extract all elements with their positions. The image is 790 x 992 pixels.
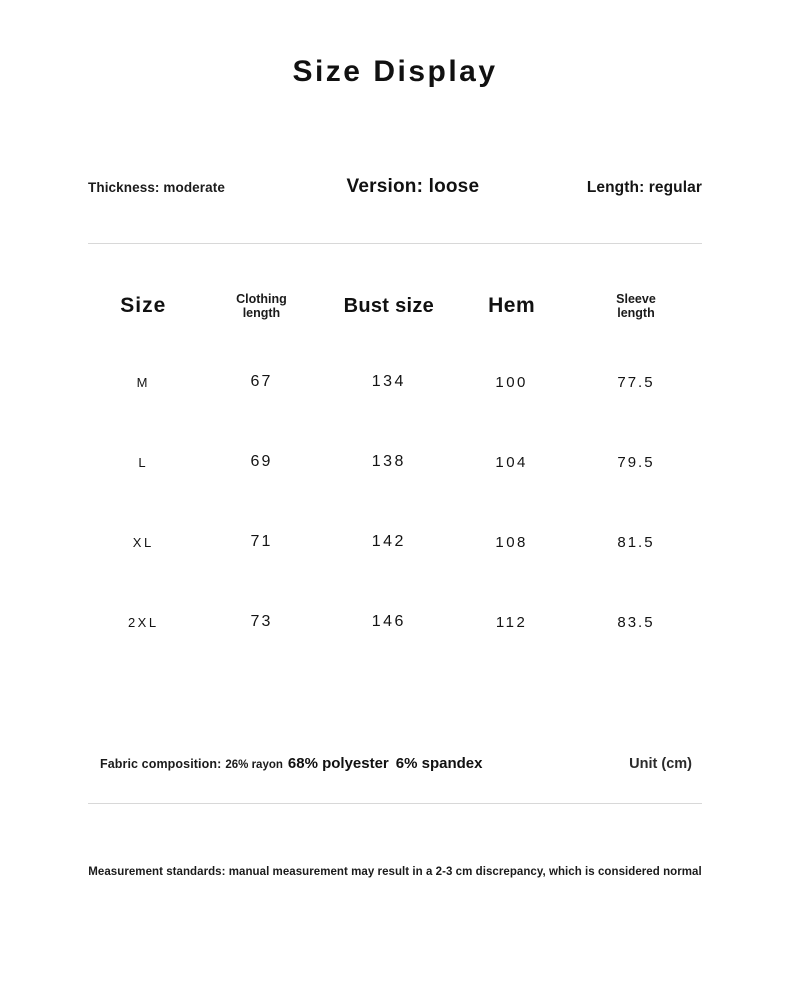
attribute-row [88, 176, 702, 198]
page-title: Size Display [292, 55, 498, 88]
table-row [88, 502, 702, 582]
cell-hem: 112 [495, 613, 528, 631]
cell-sleeve-length: 79.5 [617, 453, 655, 471]
divider-bottom [88, 803, 702, 804]
column-header-sleeve-length-line1: Sleeve [616, 291, 656, 306]
measurement-note: Measurement standards: manual measurement may result in a 2-3 cm discrepancy, which is considered normal [88, 866, 702, 878]
cell-sleeve-length: 77.5 [617, 373, 655, 391]
cell-bust-size: 134 [371, 373, 406, 390]
column-header-clothing-length-line2: length [242, 306, 281, 320]
column-header-sleeve-length-line2: length [617, 306, 655, 320]
cell-size: L [138, 454, 149, 470]
column-header-hem: Hem [488, 294, 536, 317]
column-header-sleeve-length [570, 292, 702, 321]
cell-sleeve-length: 81.5 [617, 533, 655, 551]
table-row [88, 342, 702, 422]
cell-clothing-length: 71 [250, 533, 273, 550]
attribute-version: Version: loose [346, 176, 480, 197]
size-table [88, 270, 702, 662]
cell-hem: 104 [495, 453, 528, 471]
fabric-composition-row [100, 755, 702, 772]
divider-top [88, 243, 702, 244]
cell-hem: 100 [495, 373, 528, 391]
cell-hem: 108 [495, 533, 528, 551]
column-header-clothing-length-line1: Clothing [236, 291, 287, 306]
cell-clothing-length: 67 [250, 373, 273, 390]
unit-label: Unit (cm) [629, 756, 692, 772]
fabric-composition-rayon: 26% rayon [225, 759, 283, 771]
cell-size: M [136, 374, 150, 390]
cell-size: 2XL [127, 614, 159, 630]
table-header-row [88, 270, 702, 342]
cell-sleeve-length: 83.5 [617, 613, 655, 631]
column-header-bust-size: Bust size [343, 294, 435, 317]
column-header-clothing-length [199, 292, 325, 321]
cell-bust-size: 142 [371, 533, 406, 550]
fabric-composition-polyester: 68% polyester [287, 755, 389, 772]
cell-bust-size: 138 [371, 453, 406, 470]
cell-clothing-length: 73 [250, 613, 273, 630]
attribute-length: Length: regular [586, 179, 702, 196]
column-header-size: Size [120, 294, 167, 317]
fabric-composition-label: Fabric composition: [100, 757, 222, 771]
cell-bust-size: 146 [371, 613, 406, 630]
cell-clothing-length: 69 [250, 453, 273, 470]
table-row [88, 422, 702, 502]
attribute-thickness: Thickness: moderate [88, 180, 225, 195]
table-row [88, 582, 702, 662]
fabric-composition-spandex: 6% spandex [395, 755, 483, 772]
cell-size: XL [132, 534, 154, 550]
